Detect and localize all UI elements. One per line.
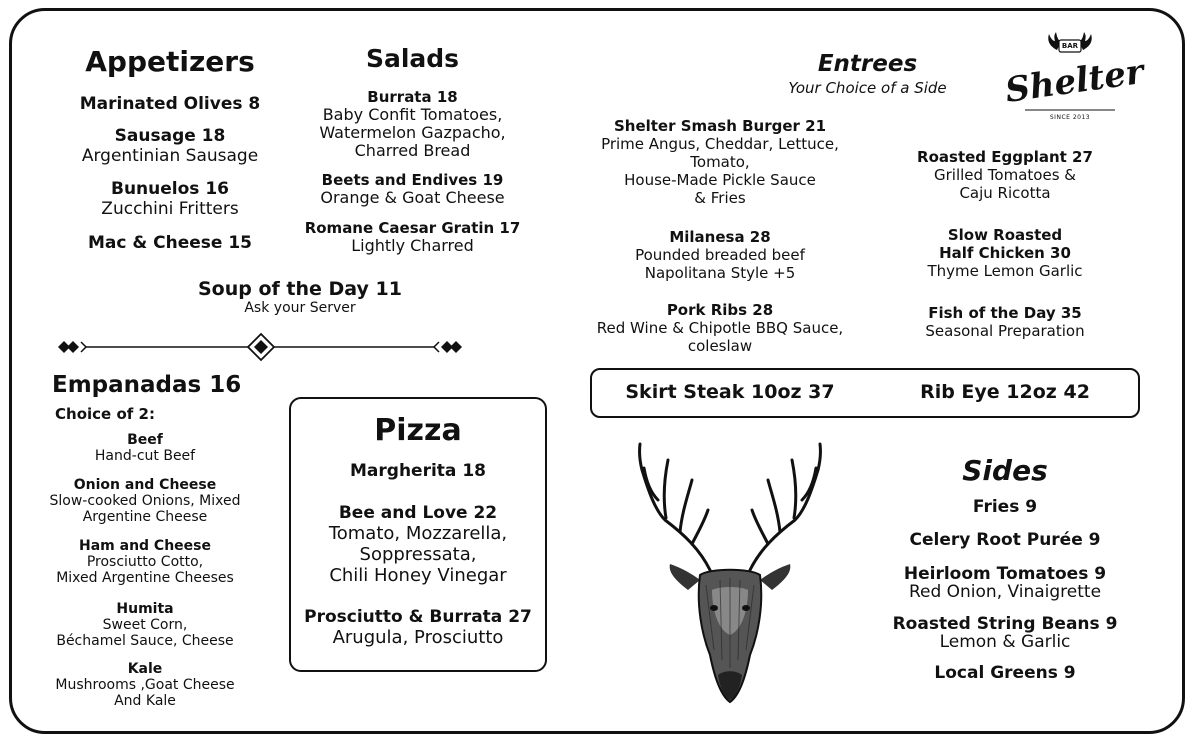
- steak-item: Rib Eye 12oz 42: [920, 381, 1090, 403]
- side-item-name: Celery Root Purée 9: [909, 530, 1101, 550]
- salad-item-desc: Charred Bread: [354, 141, 471, 160]
- sides-title: Sides: [962, 454, 1048, 487]
- appetizer-item-name: Bunuelos 16: [111, 179, 229, 199]
- empanada-item-desc: Slow-cooked Onions, Mixed: [49, 493, 241, 509]
- empanadas-subtitle: Choice of 2:: [55, 405, 155, 423]
- empanada-item-desc: Sweet Corn,: [102, 617, 188, 633]
- empanadas-section: [52, 371, 252, 399]
- entree-item-desc: Seasonal Preparation: [925, 322, 1085, 340]
- appetizers-title: Appetizers: [85, 45, 255, 78]
- steak-item: Skirt Steak 10oz 37: [625, 381, 835, 403]
- entrees-title: Entrees: [817, 51, 918, 77]
- soup-section: [160, 278, 440, 316]
- empanada-item-name: Humita: [116, 601, 174, 617]
- salads-section: [300, 43, 525, 75]
- entree-item-desc: House-Made Pickle Sauce: [624, 171, 816, 189]
- salad-item-desc: Lightly Charred: [351, 236, 474, 255]
- pizza-item-name: Prosciutto & Burrata 27: [304, 607, 532, 627]
- empanada-item-desc: Béchamel Sauce, Cheese: [56, 633, 234, 649]
- pizza-item-name: Margherita 18: [350, 461, 486, 481]
- entree-item-name: Roasted Eggplant 27: [917, 148, 1093, 166]
- pizza-item-desc: Chili Honey Vinegar: [329, 565, 507, 586]
- entree-item-name: Fish of the Day 35: [928, 304, 1082, 322]
- side-item-desc: Red Onion, Vinaigrette: [908, 582, 1102, 602]
- logo-since: SINCE 2013: [1049, 114, 1091, 121]
- empanadas-title: Empanadas 16: [52, 372, 242, 398]
- pizza-title: Pizza: [374, 413, 462, 448]
- empanada-item-desc: Prosciutto Cotto,: [86, 554, 204, 570]
- entree-item-desc: & Fries: [694, 189, 746, 207]
- empanada-item-desc: Argentine Cheese: [82, 509, 208, 525]
- side-item-name: Roasted String Beans 9: [892, 614, 1118, 634]
- ornament-divider: [55, 332, 465, 362]
- salad-item-name: Romane Caesar Gratin 17: [304, 219, 521, 237]
- pizza-item-desc: Arugula, Prosciutto: [332, 627, 504, 648]
- logo: [1002, 30, 1147, 130]
- salad-item-desc: Orange & Goat Cheese: [320, 188, 505, 207]
- empanada-item-name: Ham and Cheese: [79, 538, 211, 554]
- appetizer-item-desc: Zucchini Fritters: [101, 199, 239, 219]
- salad-item-desc: Baby Confit Tomatoes,: [322, 105, 503, 124]
- side-item-name: Local Greens 9: [934, 663, 1076, 683]
- appetizer-item-name: Mac & Cheese 15: [88, 233, 252, 253]
- empanada-item-name: Kale: [127, 661, 163, 677]
- entree-item-desc: Napolitana Style +5: [644, 264, 796, 282]
- entree-item-desc: Pounded breaded beef: [635, 246, 805, 264]
- entree-item-name: Milanesa 28: [669, 228, 771, 246]
- entree-item-name: Half Chicken 30: [939, 244, 1071, 262]
- entree-item-desc: Red Wine & Chipotle BBQ Sauce,: [596, 319, 844, 337]
- pizza-item-desc: Tomato, Mozzarella,: [328, 523, 508, 544]
- appetizers-section: [70, 44, 270, 80]
- salad-item-name: Beets and Endives 19: [321, 171, 504, 189]
- entree-item-desc: Tomato,: [690, 153, 750, 171]
- pizza-item-name: Bee and Love 22: [338, 503, 498, 523]
- entree-item-name: Slow Roasted: [947, 226, 1063, 244]
- appetizer-item-name: Sausage 18: [114, 126, 226, 146]
- entree-item-desc: Prime Angus, Cheddar, Lettuce,: [601, 135, 839, 153]
- stag-head-illustration: [630, 440, 830, 712]
- appetizer-item-name: Marinated Olives 8: [79, 94, 261, 114]
- sides-section: [900, 454, 1110, 488]
- logo-name: Shelter: [1002, 51, 1147, 111]
- empanada-item-desc: Mixed Argentine Cheeses: [56, 570, 234, 586]
- salad-item-name: Burrata 18: [367, 88, 458, 106]
- salads-title: Salads: [365, 44, 460, 73]
- soup-desc: Ask your Server: [244, 300, 356, 316]
- entree-item-name: Pork Ribs 28: [666, 301, 774, 319]
- entrees-section: [770, 50, 965, 98]
- side-item-name: Fries 9: [972, 497, 1038, 517]
- appetizer-item-desc: Argentinian Sausage: [81, 146, 259, 166]
- pizza-item-desc: Soppressata,: [359, 544, 477, 565]
- empanada-item-name: Beef: [127, 432, 163, 448]
- entree-item-desc: Caju Ricotta: [959, 184, 1051, 202]
- entree-item-desc: Thyme Lemon Garlic: [927, 262, 1083, 280]
- side-item-desc: Lemon & Garlic: [939, 632, 1071, 652]
- salad-item-desc: Watermelon Gazpacho,: [319, 123, 506, 142]
- logo-bar-label: BAR: [1061, 42, 1079, 50]
- entree-item-name: Shelter Smash Burger 21: [613, 117, 827, 135]
- entree-item-desc: coleslaw: [687, 337, 753, 355]
- empanada-item-desc: And Kale: [114, 693, 176, 709]
- soup-name: Soup of the Day 11: [198, 278, 402, 300]
- empanada-item-name: Onion and Cheese: [73, 477, 217, 493]
- empanada-item-desc: Mushrooms ,Goat Cheese: [55, 677, 235, 693]
- side-item-name: Heirloom Tomatoes 9: [903, 564, 1107, 584]
- entree-item-desc: Grilled Tomatoes &: [934, 166, 1076, 184]
- empanada-item-desc: Hand-cut Beef: [94, 448, 196, 464]
- entrees-subtitle: Your Choice of a Side: [788, 79, 947, 97]
